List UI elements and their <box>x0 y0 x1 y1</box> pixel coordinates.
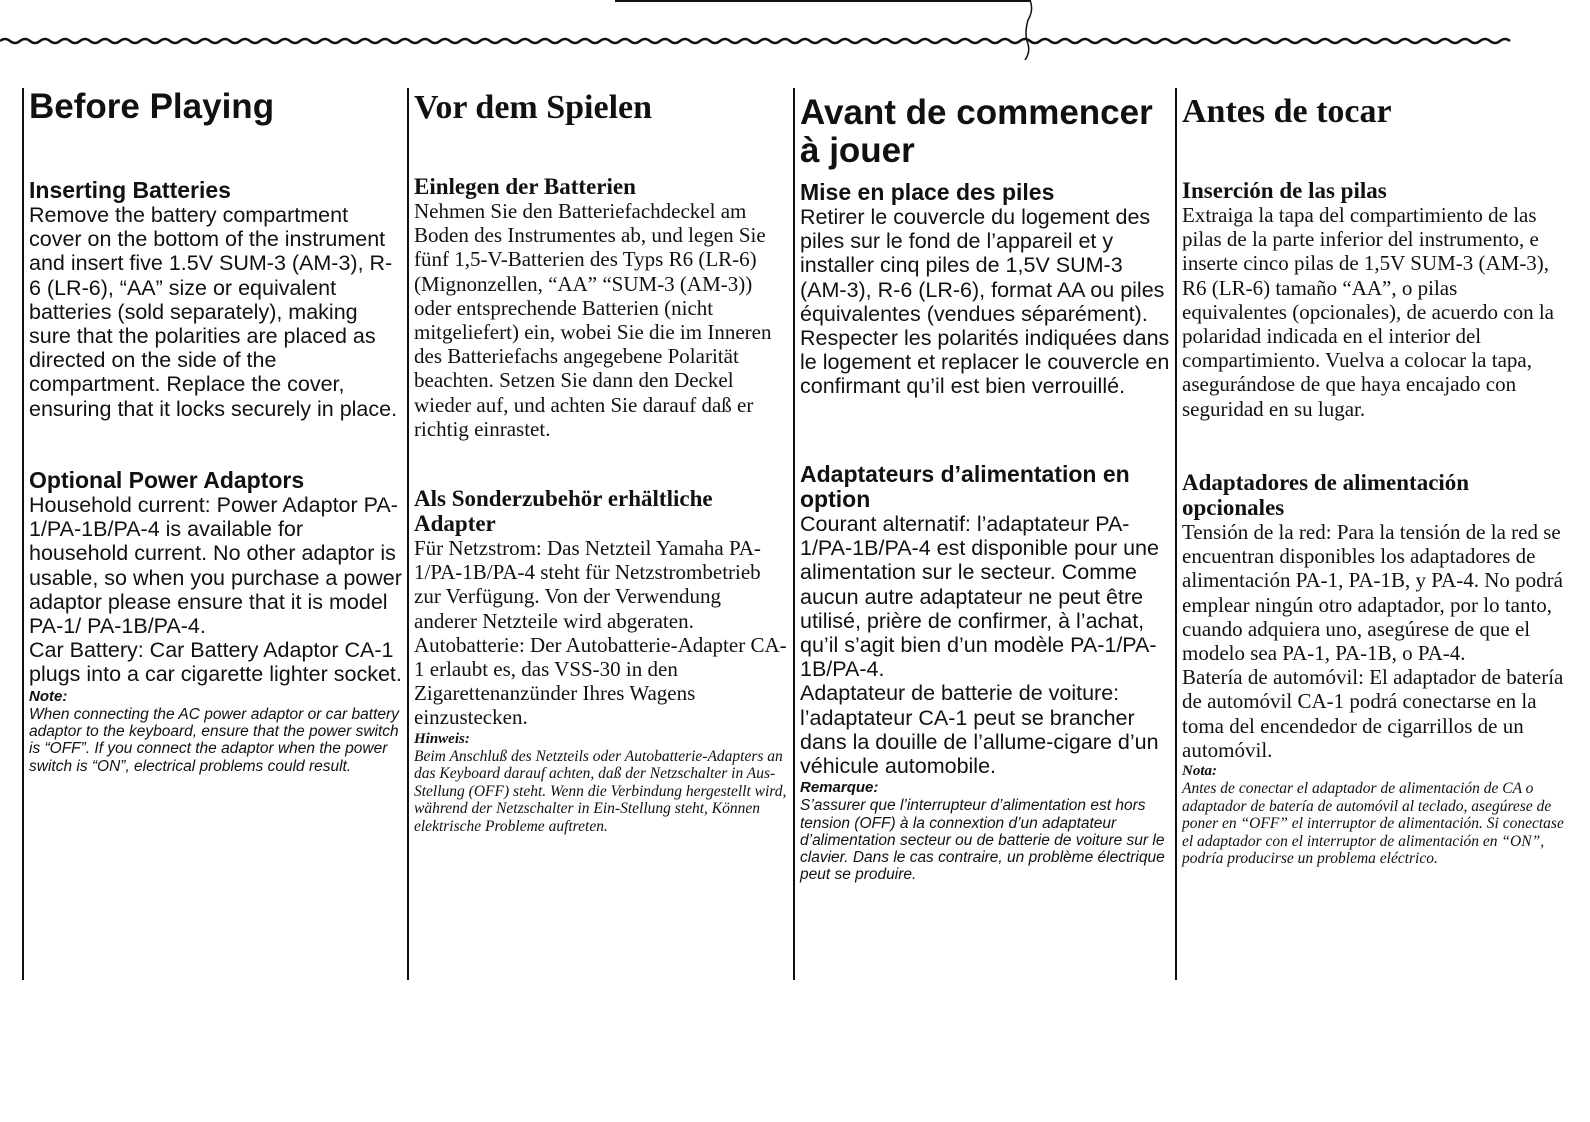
car-battery-text: Car Battery: Car Battery Adaptor CA-1 plugs into a car cigarette lighter socket. <box>29 638 402 687</box>
note-text: Antes de conectar el adaptador de alimentación de CA o adaptador de batería de automóvil al teclado, asegúrese de poner en “OFF” el interruptor de alimentación. Si conectase el adaptador con el interruptor de alimentación en “ON”, podría producirse un problema eléctrico. <box>1182 780 1564 868</box>
power-adaptors-section <box>414 486 789 836</box>
note-text: When connecting the AC power adaptor or car battery adaptor to the keyboard, ensure that the power switch is “OFF”. If you connect the adaptor when the power switch is “ON”, electrical problems could result. <box>29 705 399 775</box>
manual-columns <box>22 88 1568 980</box>
section-heading: Inserción de las pilas <box>1182 178 1387 203</box>
car-battery-text: Batería de automóvil: El adaptador de batería de automóvil CA-1 podrá conectarse en la toma del encendedor de cigarrillos de un automóvil. <box>1182 665 1564 762</box>
column-title: Before Playing <box>29 88 275 126</box>
torn-edge-decoration <box>0 0 1590 60</box>
household-current-text: Tensión de la red: Para la tensión de la red se encuentran disponibles los adaptadores de alimentación PA-1, PA-1B, y PA-4. No podrá emplear ningún otro adaptador, por lo tanto, cuando adquiera uno, asegúrese de que el modelo sea PA-1, PA-1B, o PA-4. <box>1182 520 1563 666</box>
inserting-batteries-section <box>1182 178 1564 470</box>
inserting-batteries-section <box>414 174 789 486</box>
power-adaptors-section <box>29 468 403 775</box>
section-heading: Einlegen der Batterien <box>414 174 636 199</box>
household-current-text: Courant alternatif: l’adaptateur PA-1/PA-1B/PA-4 est disponible pour une alimentation sur le secteur. Comme aucun autre adaptateur ne peut être utilisé, prière de confirmer, à l’achat, qu’il s’agit bien d’un modèle PA-1/PA-1B/PA-4. <box>800 512 1159 682</box>
inserting-batteries-section <box>29 178 403 468</box>
section-heading: Optional Power Adaptors <box>29 467 305 493</box>
column-english <box>22 88 407 980</box>
section-heading: Mise en place des piles <box>800 179 1055 205</box>
column-spanish <box>1175 88 1568 980</box>
column-title: Antes de tocar <box>1182 93 1392 130</box>
power-adaptors-section <box>800 462 1171 884</box>
note-text: Beim Anschluß des Netzteils oder Autobatterie-Adapters an das Keyboard darauf achten, daß der Netzschalter in Aus-Stellung (OFF) steht. Wenn die Verbindung hergestellt wird, während der Netzschalter in Ein-Stellung steht, Können elektrische Probleme auftreten. <box>414 747 787 835</box>
section-body: Retirer le couvercle du logement des piles sur le fond de l’appareil et y installer cinq piles de 1,5V SUM-3 (AM-3), R-6 (LR-6), format AA ou piles équivalentes (vendues séparément). Respecter les polarités indiquées dans le logement et replacer le couvercle en confirmant qu’il est bien verrouillé. <box>800 205 1170 399</box>
household-current-text: Für Netzstrom: Das Netzteil Yamaha PA-1/PA-1B/PA-4 steht für Netzstrombetrieb zur Verfügung. Von der Verwendung anderer Netzteile wird abgeraten. <box>414 536 761 633</box>
inserting-batteries-section <box>800 180 1171 462</box>
column-title: Avant de commencer à jouer <box>800 93 1153 170</box>
section-heading: Als Sonderzubehör erhältliche Adapter <box>414 486 713 536</box>
section-body: Remove the battery compartment cover on the bottom of the instrument and insert five 1.5V SUM-3 (AM-3), R-6 (LR-6), “AA” size or equivalent batteries (sold separately), making sure that the polarities are placed as directed on the side of the compartment. Replace the cover, ensuring that it locks securely in place. <box>29 203 398 421</box>
column-french <box>793 88 1175 980</box>
column-title: Vor dem Spielen <box>414 89 653 126</box>
section-heading: Adaptadores de alimentación opcionales <box>1182 470 1470 520</box>
section-body: Nehmen Sie den Batteriefachdeckel am Boden des Instrumentes ab, und legen Sie fünf 1,5-V-Batterien des Typs R6 (LR-6) (Mignonzellen, “AA” “SUM-3 (AM-3)) oder entsprechende Batterien (nicht mitgeliefert) ein, wobei Sie die im Inneren des Batteriefachs angegebene Polarität beachten. Setzen Sie dann den Deckel wieder auf, und achten Sie darauf daß er richtig einrastet. <box>414 199 772 441</box>
car-battery-text: Adaptateur de batterie de voiture: l’adaptateur CA-1 peut se brancher dans la douille de l’allume-cigare d’un véhicule automobile. <box>800 681 1159 779</box>
power-adaptors-section <box>1182 470 1564 868</box>
note-text: S’assurer que l’interrupteur d’alimentation est hors tension (OFF) à la connextion d’un adaptateur d’alimentation secteur ou de batterie de voiture sur le clavier. Dans le cas contraire, un problème électrique peut se produire. <box>800 797 1165 884</box>
column-german <box>407 88 793 980</box>
section-body: Extraiga la tapa del compartimiento de las pilas de la parte inferior del instrumento, e inserte cinco pilas de 1,5V SUM-3 (AM-3), R6 (LR-6) tamaño “AA”, o pilas equivalentes (opcionales), de acuerdo con la polaridad indicada en el interior del compartimiento. Vuelva a colocar la tapa, asegurándose de que haya encajado con seguridad en su lugar. <box>1182 203 1555 421</box>
section-heading: Adaptateurs d’alimentation en option <box>800 461 1130 512</box>
household-current-text: Household current: Power Adaptor PA-1/PA-1B/PA-4 is available for household current. No other adaptor is usable, so when you purchase a power adaptor please ensure that it is model PA-1/ PA-1B/PA-4. <box>29 493 402 639</box>
car-battery-text: Autobatterie: Der Autobatterie-Adapter CA-1 erlaubt es, das VSS-30 in den Zigarettenanzünder Ihres Wagens einzustecken. <box>414 632 787 730</box>
section-heading: Inserting Batteries <box>29 177 231 203</box>
note-label: Nota: <box>1182 763 1217 780</box>
note-label: Note: <box>29 687 68 705</box>
note-label: Remarque: <box>800 779 879 797</box>
note-label: Hinweis: <box>414 730 470 747</box>
